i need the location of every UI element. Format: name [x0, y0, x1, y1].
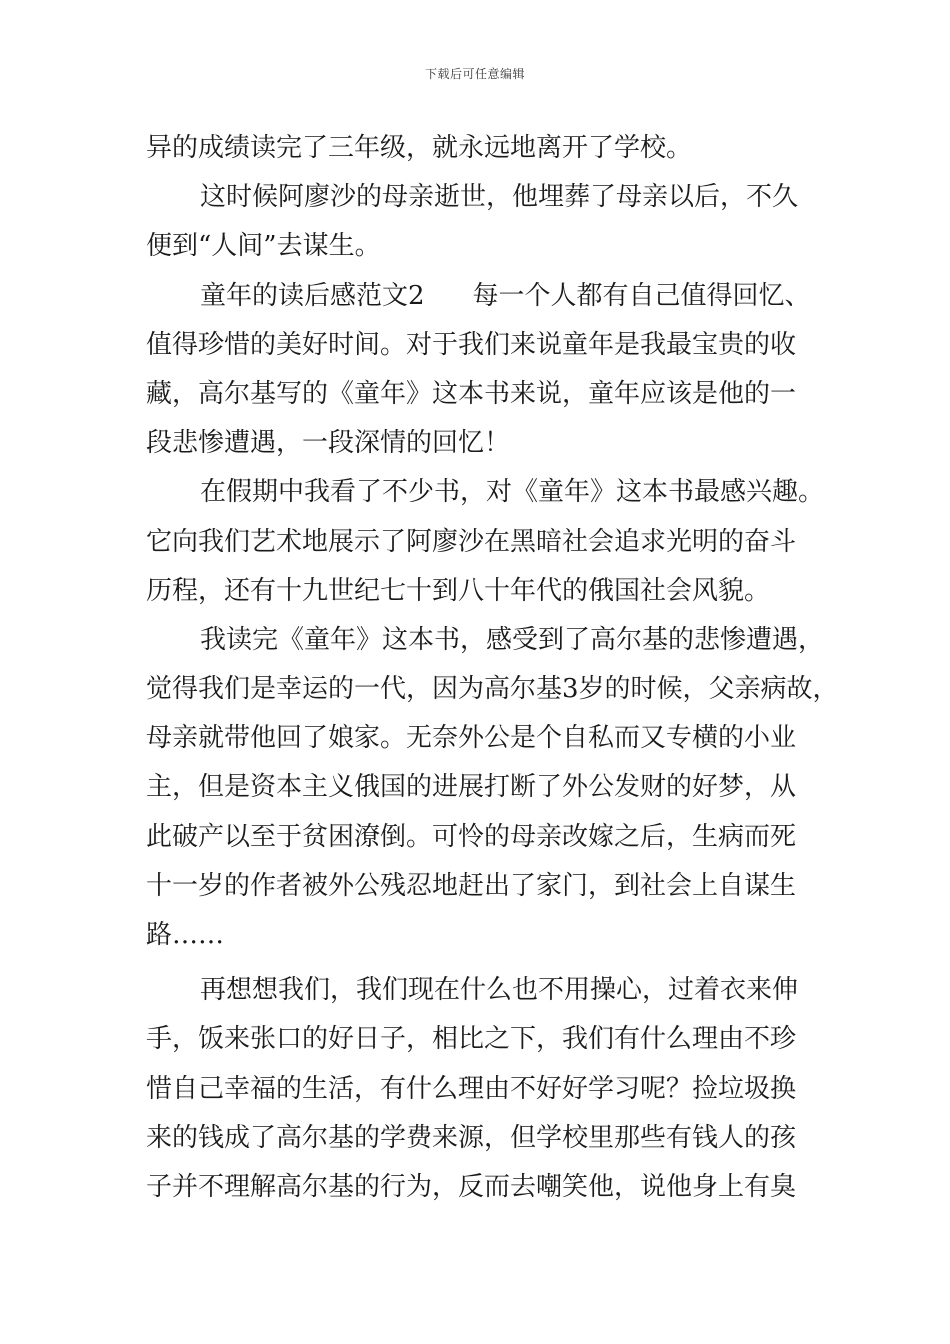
page-header: 下载后可任意编辑	[424, 67, 525, 81]
text-line: 便到“人间”去谋生。	[146, 231, 381, 262]
text-line: 它向我们艺术地展示了阿廖沙在黑暗社会追求光明的奋斗	[146, 526, 797, 557]
text-line: 段悲惨遭遇，一段深情的回忆！	[146, 428, 511, 459]
text-line: 历程，还有十九世纪七十到八十年代的俄国社会风貌。	[146, 575, 771, 606]
text-line: 来的钱成了高尔基的学费来源，但学校里那些有钱人的孩	[146, 1122, 797, 1153]
text-line: 觉得我们是幸运的一代，因为高尔基3岁的时候，父亲病故，	[146, 674, 839, 705]
text-line: 值得珍惜的美好时间。对于我们来说童年是我最宝贵的收	[146, 329, 797, 360]
section-heading-line	[146, 272, 822, 321]
paragraph-line: 这时候阿廖沙的母亲逝世，他埋葬了母亲以后，不久	[200, 182, 799, 213]
text-line: 子并不理解高尔基的行为，反而去嘲笑他，说他身上有臭	[146, 1171, 797, 1202]
text-line: 主，但是资本主义俄国的进展打断了外公发财的好梦，从	[146, 772, 797, 803]
text-line: 十一岁的作者被外公残忍地赶出了家门，到社会上自谋生	[146, 870, 797, 901]
paragraph-line: 在假期中我看了不少书，对《童年》这本书最感兴趣。	[200, 477, 825, 508]
text-line: 异的成绩读完了三年级，就永远地离开了学校。	[146, 133, 693, 163]
document-body	[146, 124, 839, 1212]
text-line: 藏，高尔基写的《童年》这本书来说，童年应该是他的一	[146, 378, 797, 409]
text-line: 母亲就带他回了娘家。无奈外公是个自私而又专横的小业	[146, 723, 797, 754]
section-heading: 童年的读后感范文2	[200, 280, 425, 311]
paragraph-line: 我读完《童年》这本书，感受到了高尔基的悲惨遭遇，	[200, 624, 825, 655]
text-run: 每一个人都有自己值得回忆、	[472, 280, 811, 311]
text-line: 此破产以至于贫困潦倒。可怜的母亲改嫁之后，生病而死	[146, 821, 797, 852]
text-line: 手，饭来张口的好日子，相比之下，我们有什么理由不珍	[146, 1024, 797, 1055]
paragraph-line: 再想想我们，我们现在什么也不用操心，过着衣来伸	[200, 975, 799, 1006]
text-line: 路……	[146, 920, 225, 950]
text-line: 惜自己幸福的生活，有什么理由不好好学习呢？捡垃圾换	[146, 1073, 797, 1104]
